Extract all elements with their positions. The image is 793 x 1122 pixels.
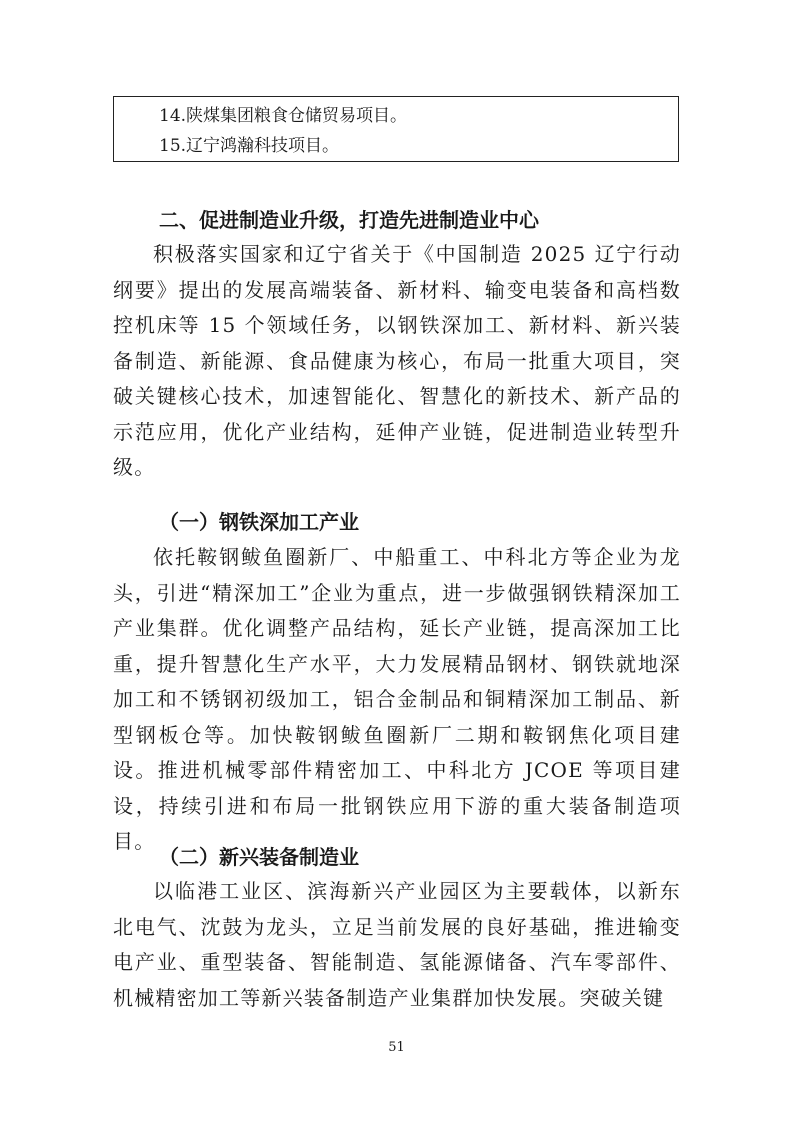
subsection-equipment-title: （二）新兴装备制造业 [159, 845, 359, 869]
subsection-steel-title: （一）钢铁深加工产业 [159, 510, 359, 534]
page-number: 51 [388, 1040, 405, 1055]
subsection-equipment-paragraph: 以临港工业区、滨海新兴产业园区为主要载体，以新东北电气、沈鼓为龙头，立足当前发展的良好基础，推进输变电产业、重型装备、智能制造、氢能源储备、汽车零部件、机械精密加工等新兴装备制造产业集群加快发展。突破关键 [113, 879, 681, 1010]
section-heading: 二、促进制造业升级，打造先进制造业中心 [159, 208, 539, 232]
project-item-15: 15.辽宁鸿瀚科技项目。 [159, 136, 340, 156]
project-item-14: 14.陕煤集团粮食仓储贸易项目。 [159, 106, 408, 126]
section-intro-paragraph: 积极落实国家和辽宁省关于《中国制造 2025 辽宁行动纲要》提出的发展高端装备、新材料、输变电装备和高档数控机床等 15 个领域任务，以钢铁深加工、新材料、新兴装备制造、新能源、食品健康为核心，布局一批重大项目，突破关键核心技术，加速智能化、智慧化的新技术、新产品的示范应用，优化产业结构，延伸产业链，促进制造业转型升级。 [113, 242, 681, 479]
subsection-steel-paragraph: 依托鞍钢鲅鱼圈新厂、中船重工、中科北方等企业为龙头，引进“精深加工”企业为重点，进一步做强钢铁精深加工产业集群。优化调整产品结构，延长产业链，提高深加工比重，提升智慧化生产水平，大力发展精品钢材、钢铁就地深加工和不锈钢初级加工，铝合金制品和铜精深加工制品、新型钢板仓等。加快鞍钢鲅鱼圈新厂二期和鞍钢焦化项目建设。推进机械零部件精密加工、中科北方 JCOE 等项目建设，持续引进和布局一批钢铁应用下游的重大装备制造项目。 [113, 545, 681, 853]
project-list-box [113, 96, 679, 162]
